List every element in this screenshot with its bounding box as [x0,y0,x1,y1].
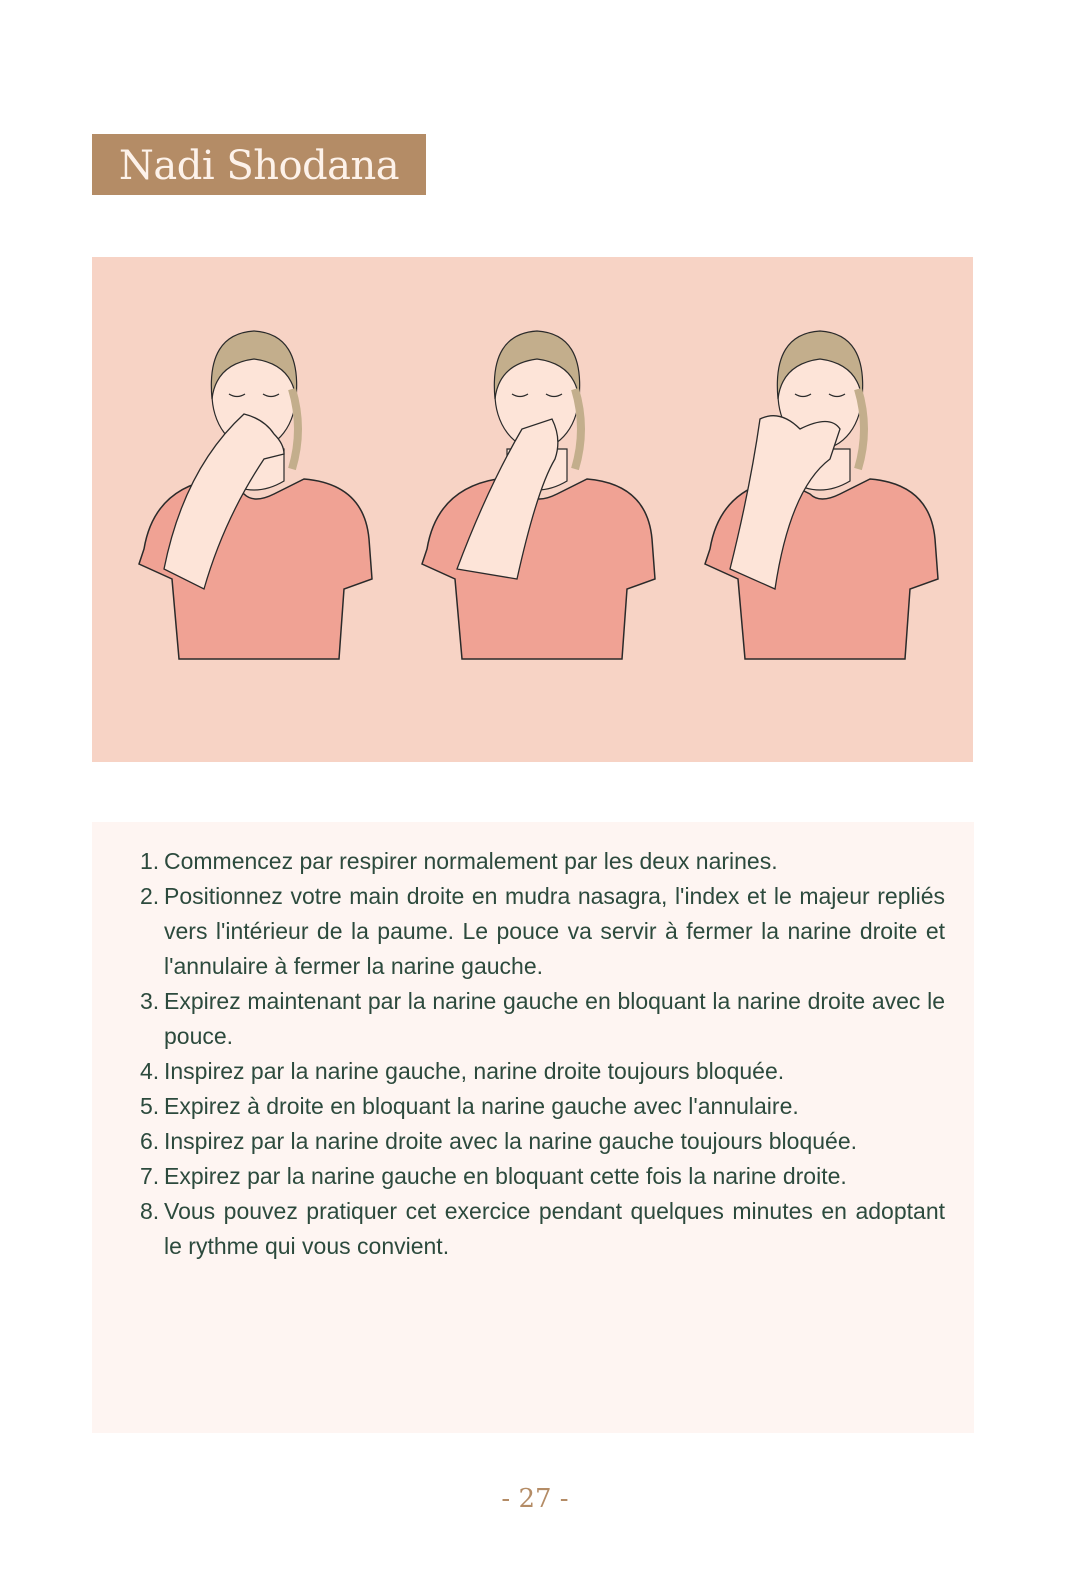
step-text: Inspirez par la narine droite avec la narine gauche toujours bloquée. [164,1128,857,1154]
step-item [140,879,945,984]
instructions-box [92,822,974,1433]
step-item [140,1124,945,1159]
step-text: Vous pouvez pratiquer cet exercice pendant quelques minutes en adoptant le rythme qui vous convient. [164,1198,945,1259]
steps-list [140,844,945,1264]
step-text: Expirez à droite en bloquant la narine gauche avec l'annulaire. [164,1093,799,1119]
step-text: Positionnez votre main droite en mudra nasagra, l'index et le majeur repliés vers l'intérieur de la paume. Le pouce va servir à fermer la narine droite et l'annulaire à fermer la narine gauche. [164,883,945,979]
step-number: 4. [140,1058,160,1084]
step-number: 3. [140,988,160,1014]
figure-1-illustration [124,319,384,669]
step-text: Inspirez par la narine gauche, narine droite toujours bloquée. [164,1058,785,1084]
step-number: 5. [140,1093,160,1119]
step-text: Expirez par la narine gauche en bloquant cette fois la narine droite. [164,1163,847,1189]
step-number: 6. [140,1128,160,1154]
step-item [140,1089,945,1124]
step-item [140,1159,945,1194]
step-text: Expirez maintenant par la narine gauche en bloquant la narine droite avec le pouce. [164,988,945,1049]
step-number: 1. [140,848,160,874]
step-item [140,984,945,1054]
page-number: - 27 - [501,1484,569,1514]
step-number: 2. [140,883,160,909]
step-item [140,1194,945,1264]
step-item [140,844,945,879]
figure-3-illustration [690,319,950,669]
step-number: 8. [140,1198,160,1224]
figure-2-illustration [407,319,667,669]
step-text: Commencez par respirer normalement par les deux narines. [164,848,778,874]
page-title: Nadi Shodana [118,142,400,189]
step-number: 7. [140,1163,160,1189]
illustration-panel [92,257,973,762]
step-item [140,1054,945,1089]
section-title-banner [92,134,426,195]
